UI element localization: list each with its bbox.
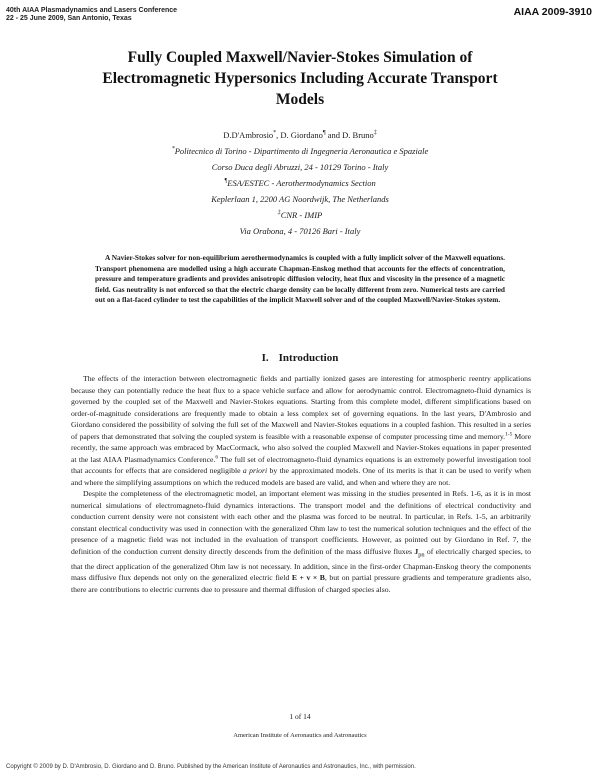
abstract-text: A Navier-Stokes solver for non-equilibrium aerothermodynamics is coupled with a fully implicit solver of the Maxwell equations. Transport phenomena are modelled using a high accurate Chapman-Enskog method that accounts for the effects of concentration, pressure and temperature gradients and provides anisotropic diffusion velocity, heat flux and viscosity in the presence of a magnetic field. Gas neutrality is not enforced so that the electric charge density can be locally different from zero. Numerical tests are carried out on a flat-faced cylinder to test the capabilities of the implicit Maxwell solver and of the coupled Maxwell/Navier-Stokes system. [95, 253, 505, 305]
affiliation-2-address: Keplerlaan 1, 2200 AG Noordwijk, The Netherlands [211, 194, 389, 204]
affiliation-3: ‡CNR - IMIP [277, 210, 323, 220]
author-2: D. Giordano [280, 130, 323, 140]
paragraph-2: Despite the completeness of the electromagnetic model, an important element was missing in the studies presented in Refs. 1-6, as it is in most numerical simulations of electromagneto-fluid dynamics interactions. The transport model and the definitions of electrical conductivity and conduction current density were not consistent with each other and the plasma was forced to be neutral. In particular, in Refs. 1-5, an arbitrarily constant electrical conductivity was used in connection with the generalized Ohm law to test the numerical solution techniques and the effect of the presence of a magnetic field was not included in the evaluation of transport coefficients. However, as pointed out by Giordano in Ref. 7, the definition of the conduction current density directly descends from the definition of the mass diffusive fluxes $J_{pn}$ of electrically charged species, to that the direct application of the generalized Ohm law is not necessary. In addition, since in the first-order Chapman-Enskog theory the components mass diffusive flux depends not only on the generalized electric field E + v × B, but on partial pressure gradients and temperature gradients also, there are contributions to electric currents due to pressure and thermal diffusion of charged species also. [71, 489, 531, 594]
emphasis-a-priori: a priori [242, 466, 268, 475]
citation-6: 6 [215, 453, 219, 460]
title-line-3: Models [275, 91, 325, 108]
symbol-j: J [414, 546, 419, 556]
page-number: 1 of 14 [289, 712, 311, 721]
section-title: Introduction [278, 352, 339, 364]
conference-header [6, 7, 177, 23]
author-names: D.D'Ambrosio*, D. Giordano¶ and D. Bruno‡ [223, 130, 377, 140]
abstract [95, 253, 505, 306]
conference-dates: 22 - 25 June 2009, San Antonio, Texas [6, 15, 132, 22]
author-block [60, 127, 540, 239]
section-heading [0, 352, 600, 364]
paragraph-1: The effects of the interaction between electromagnetic fields and partially ionized gases are interesting for atmospheric reentry applications because they can potentially reduce the heat flux to a space vehicle surface and allow for aerodynamic control. Electromagneto-fluid dynamics is governed by the coupled set of the Maxwell and Navier-Stokes equations. Starting from this complete model, different simplifications based on order-of-magnitude considerations are frequently made to obtain a less complex set of governing equations. In the last years, D'Ambrosio and Giordano considered the possibility of solving the full set of the Maxwell and Navier-Stokes equations in a coupled fashion. This resulted in a series of papers that demonstrated that solving the coupled system is feasible with a reasonable expense of computer processing time and memory.$^{1-5}$ More recently, the same approach was embraced by MacCormack, who also solved the coupled Maxwell and Navier-Stokes equations in paper presented at the last AIAA Plasmadynamics Conference.$^6$ The full set of electromagneto-fluid dynamics equations is an extremely powerful investigation tool that accounts for effects that are considered negligible a priori by the approximated models. One of its merits is that it can be used to verify when and where the simplifying assumptions on which the reduced models are based are valid, and when and where they are not. [71, 374, 531, 487]
affiliation-1: *Politecnico di Torino - Dipartimento di Ingegneria Aeronautica e Spaziale [171, 146, 429, 156]
author-1: D.D'Ambrosio [223, 130, 274, 140]
institute-footer: American Institute of Aeronautics and Astronautics [233, 732, 367, 739]
author-1-mark: * [273, 130, 277, 137]
body-text [71, 373, 531, 595]
symbol-j-subscript: pn [418, 551, 425, 559]
formula-generalized-field: E + v × B [291, 573, 325, 583]
paper-id: AIAA 2009-3910 [513, 6, 592, 18]
author-3: D. Bruno [342, 130, 374, 140]
citation-1-5: 1-5 [505, 430, 513, 437]
author-3-mark: ‡ [373, 130, 377, 137]
affiliation-2: ¶ESA/ESTEC - Aerothermodynamics Section [224, 178, 376, 188]
title-line-1: Fully Coupled Maxwell/Navier-Stokes Simulation of [127, 49, 473, 66]
author-2-mark: ¶ [322, 130, 326, 137]
section-number: I. [261, 352, 269, 364]
copyright-notice: Copyright © 2009 by D. D'Ambrosio, D. Giordano and D. Bruno. Published by the American Institute of Aeronautics and Astronautics, Inc., with permission. [6, 764, 416, 770]
affiliation-3-address: Via Orabona, 4 - 70126 Bari - Italy [239, 226, 361, 236]
affiliation-1-address: Corso Duca degli Abruzzi, 24 - 10129 Torino - Italy [211, 162, 389, 172]
conference-name: 40th AIAA Plasmadynamics and Lasers Conference [6, 7, 178, 14]
title-line-2: Electromagnetic Hypersonics Including Accurate Transport [102, 70, 498, 87]
paper-title [60, 47, 540, 110]
